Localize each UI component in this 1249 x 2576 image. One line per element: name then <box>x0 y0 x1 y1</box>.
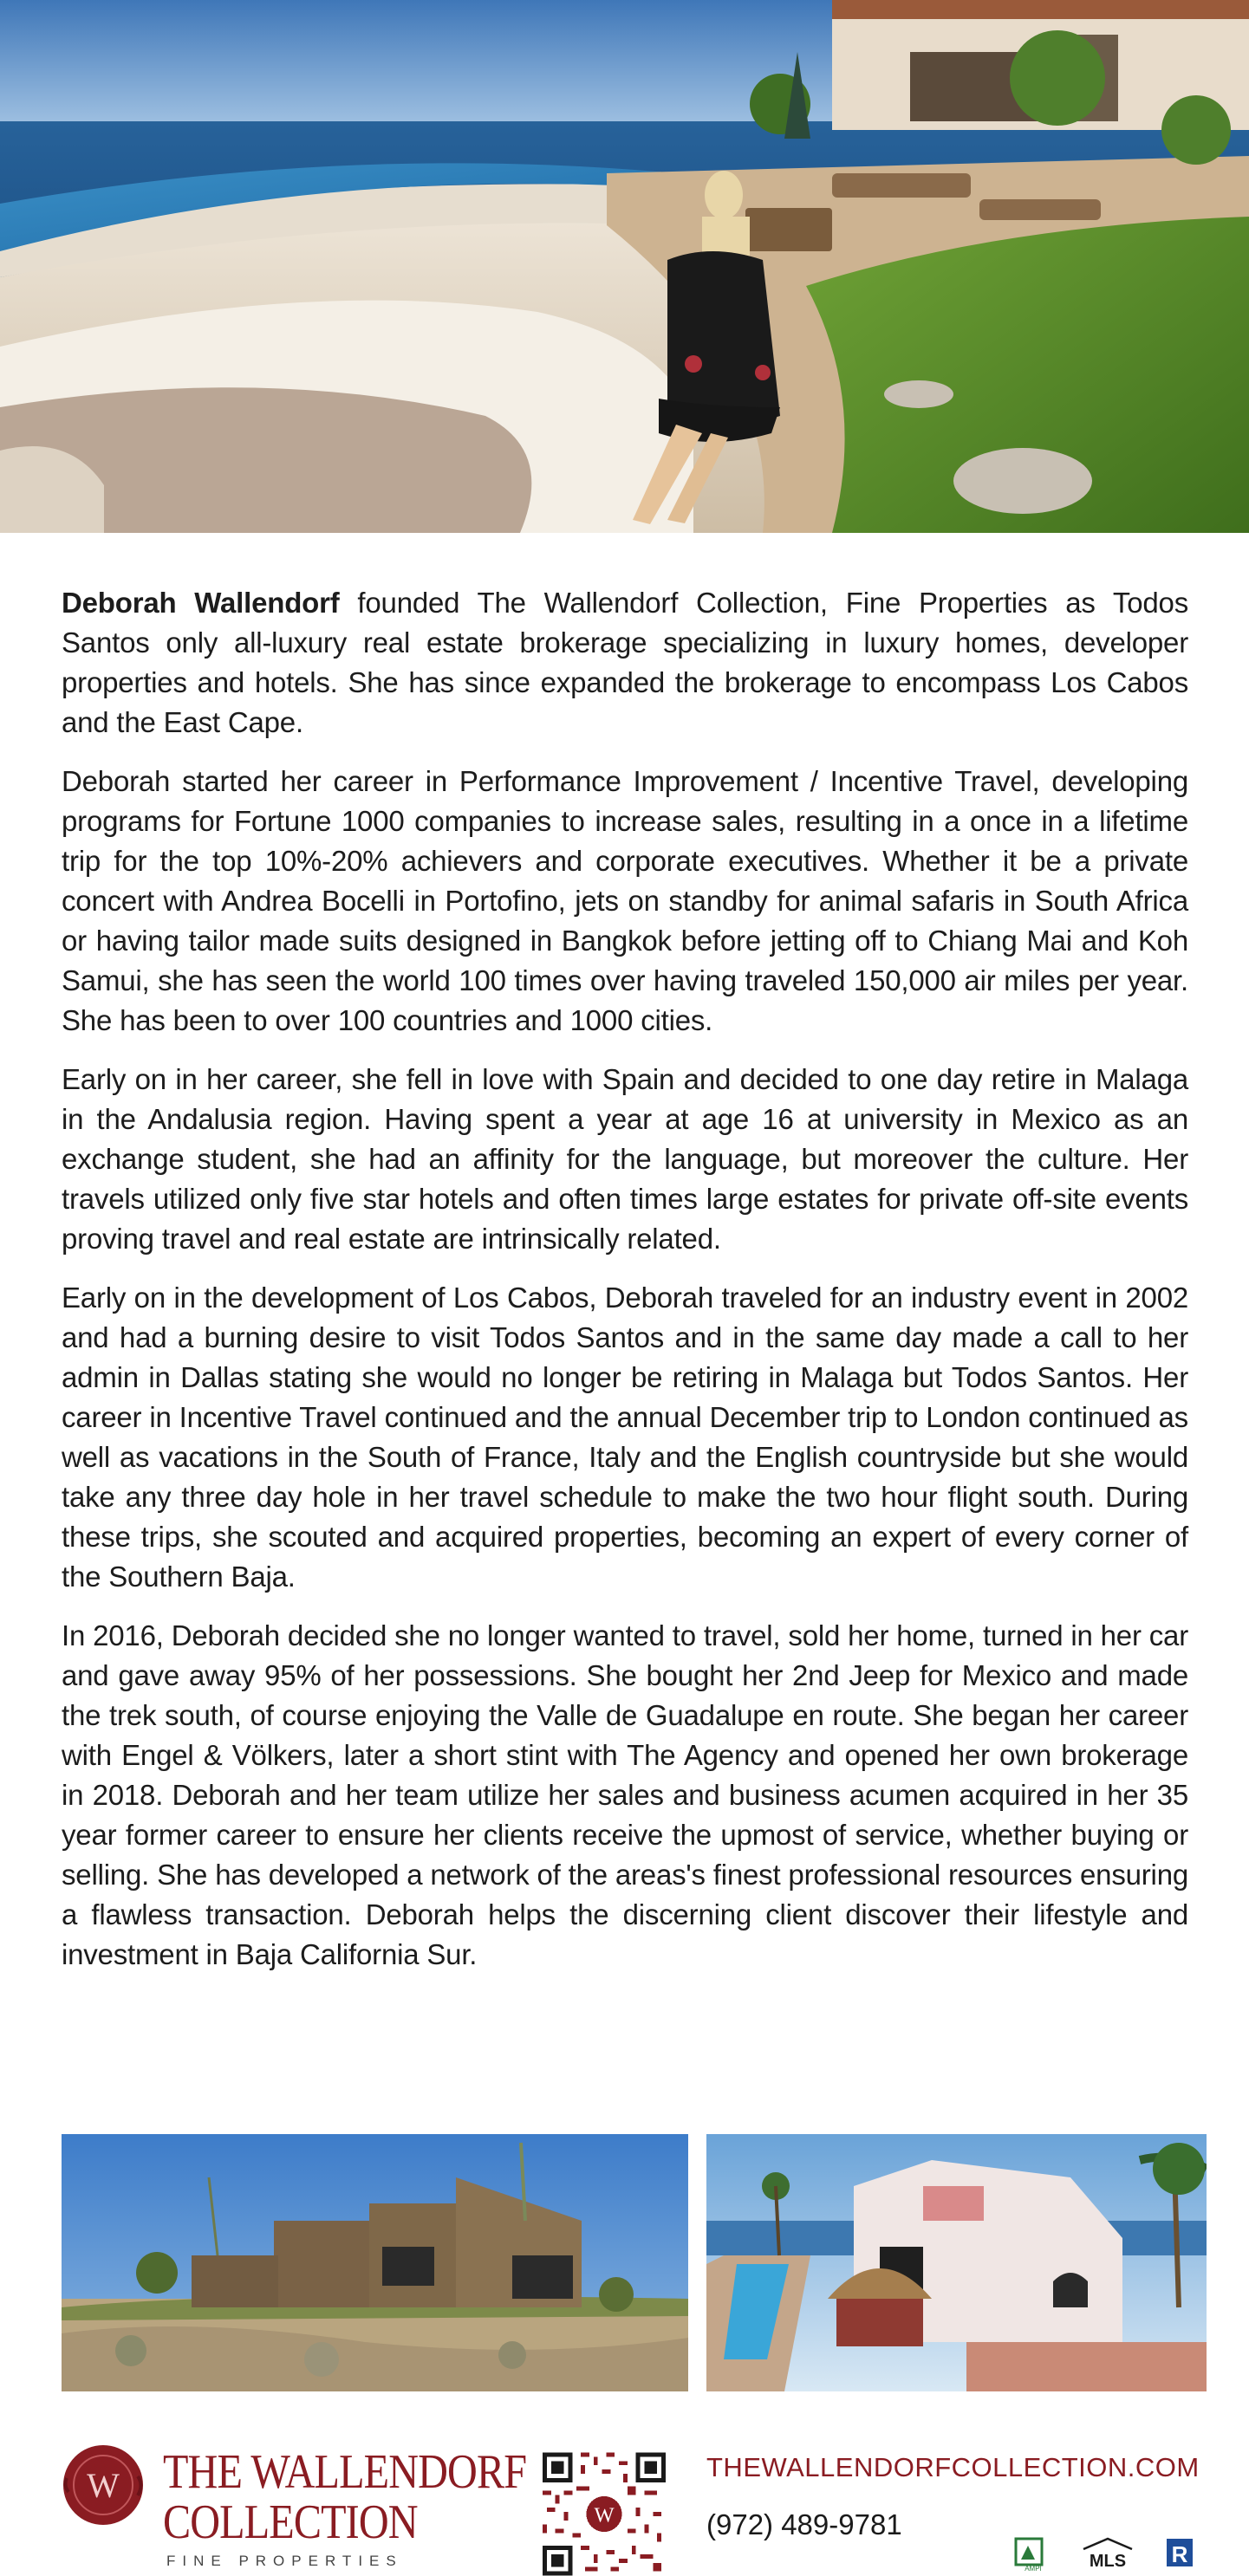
seal-letter: W <box>87 2466 120 2505</box>
mls-badge-icon <box>1080 2537 1135 2572</box>
bio-name: Deborah Wallendorf <box>62 587 340 619</box>
wax-seal-logo-icon <box>62 2443 145 2527</box>
phone-number[interactable]: (972) 489-9781 <box>706 2508 902 2540</box>
property-photo-hacienda <box>706 2134 1207 2391</box>
realtor-badge-icon <box>1161 2537 1200 2572</box>
desert-home-illustration <box>62 2134 688 2391</box>
affiliation-badges <box>1014 2537 1207 2576</box>
bio-paragraph-3: Early on in her career, she fell in love with Spain and decided to one day retire in Malaga in the Andalusia region. Having spent a year at age 16 at university in Mexico as an exchange student, she had an affinity for the language, but moreover the culture. Her travels utilized only five star hotels and often times large estates for private off-site events proving travel and real estate are intrinsically related. <box>62 1063 1188 1255</box>
bio-paragraph-2: Deborah started her career in Performance Improvement / Incentive Travel, developing programs for Fortune 1000 companies to increase sales, resulting in a once in a lifetime trip for the top 10%-20% achievers and corporate executives. Whether it be a private concert with Andrea Bocelli in Portofino, jets on standby for animal safaris in South Africa or having tailor made suits designed in Bangkok before jetting off to Chiang Mai and Koh Samui, she has seen the world 100 times over having traveled 150,000 air miles per year. She has been to over 100 countries and 1000 cities. <box>62 765 1188 1036</box>
property-photo-desert-home <box>62 2134 688 2391</box>
ampi-badge-icon <box>1014 2537 1052 2572</box>
hacienda-illustration <box>706 2134 1207 2391</box>
footer <box>0 2426 1249 2576</box>
hero-illustration <box>0 0 1249 533</box>
website-link[interactable]: THEWALLENDORFCOLLECTION.COM <box>706 2452 1200 2482</box>
bio-paragraph-5: In 2016, Deborah decided she no longer wanted to travel, sold her home, turned in her car and gave away 95% of her possessions. She bought her 2nd Jeep for Mexico and made the trek south, of course enjoying the Valle de Guadalupe en route. She began her career with Engel & Völkers, later a short stint with The Agency and opened her own brokerage in 2018. Deborah and her team utilize her sales and business acumen acquired in her 35 year former career to ensure her clients receive the upmost of service, whether buying or selling. She has developed a network of the areas's finest professional resources ensuring a flawless transaction. Deborah helps the discerning client discover their lifestyle and investment in Baja California Sur. <box>62 1619 1188 1970</box>
qr-code-icon[interactable] <box>543 2452 666 2576</box>
brand-logo <box>163 2447 585 2570</box>
bio-paragraph-4: Early on in the development of Los Cabos, Deborah traveled for an industry event in 2002 and had a burning desire to visit Todos Santos and in the same day made a call to her admin in Dallas stating she would no longer be retiring in Malaga but Todos Santos. Her career in Incentive Travel continued and the annual December trip to London continued as well as vacations in the South of France, Italy and the English countryside but she would take any three day hole in her travel schedule to make the two hour flight south. During these trips, she scouted and acquired properties, becoming an expert of every corner of the Southern Baja. <box>62 1282 1188 1593</box>
bio-text <box>62 583 1188 1994</box>
logo-line-1: THE WALLENDORF <box>163 2445 527 2499</box>
logo-subtitle: FINE PROPERTIES <box>166 2553 403 2569</box>
ampi-label: AMPI <box>1025 2565 1042 2572</box>
mls-label: MLS <box>1089 2552 1127 2571</box>
bio-paragraph-1 <box>62 583 1188 743</box>
qr-center-letter: W <box>594 2503 615 2527</box>
hero-photo <box>0 0 1249 533</box>
bio-paragraph-1-text: founded The Wallendorf Collection, Fine Properties as Todos Santos only all-luxury real estate brokerage specializing in luxury homes, developer properties and hotels. She has since expanded the brokerage to encompass Los Cabos and the East Cape. <box>62 587 1188 738</box>
logo-line-2: COLLECTION <box>163 2495 418 2549</box>
realtor-label: R <box>1171 2541 1188 2567</box>
